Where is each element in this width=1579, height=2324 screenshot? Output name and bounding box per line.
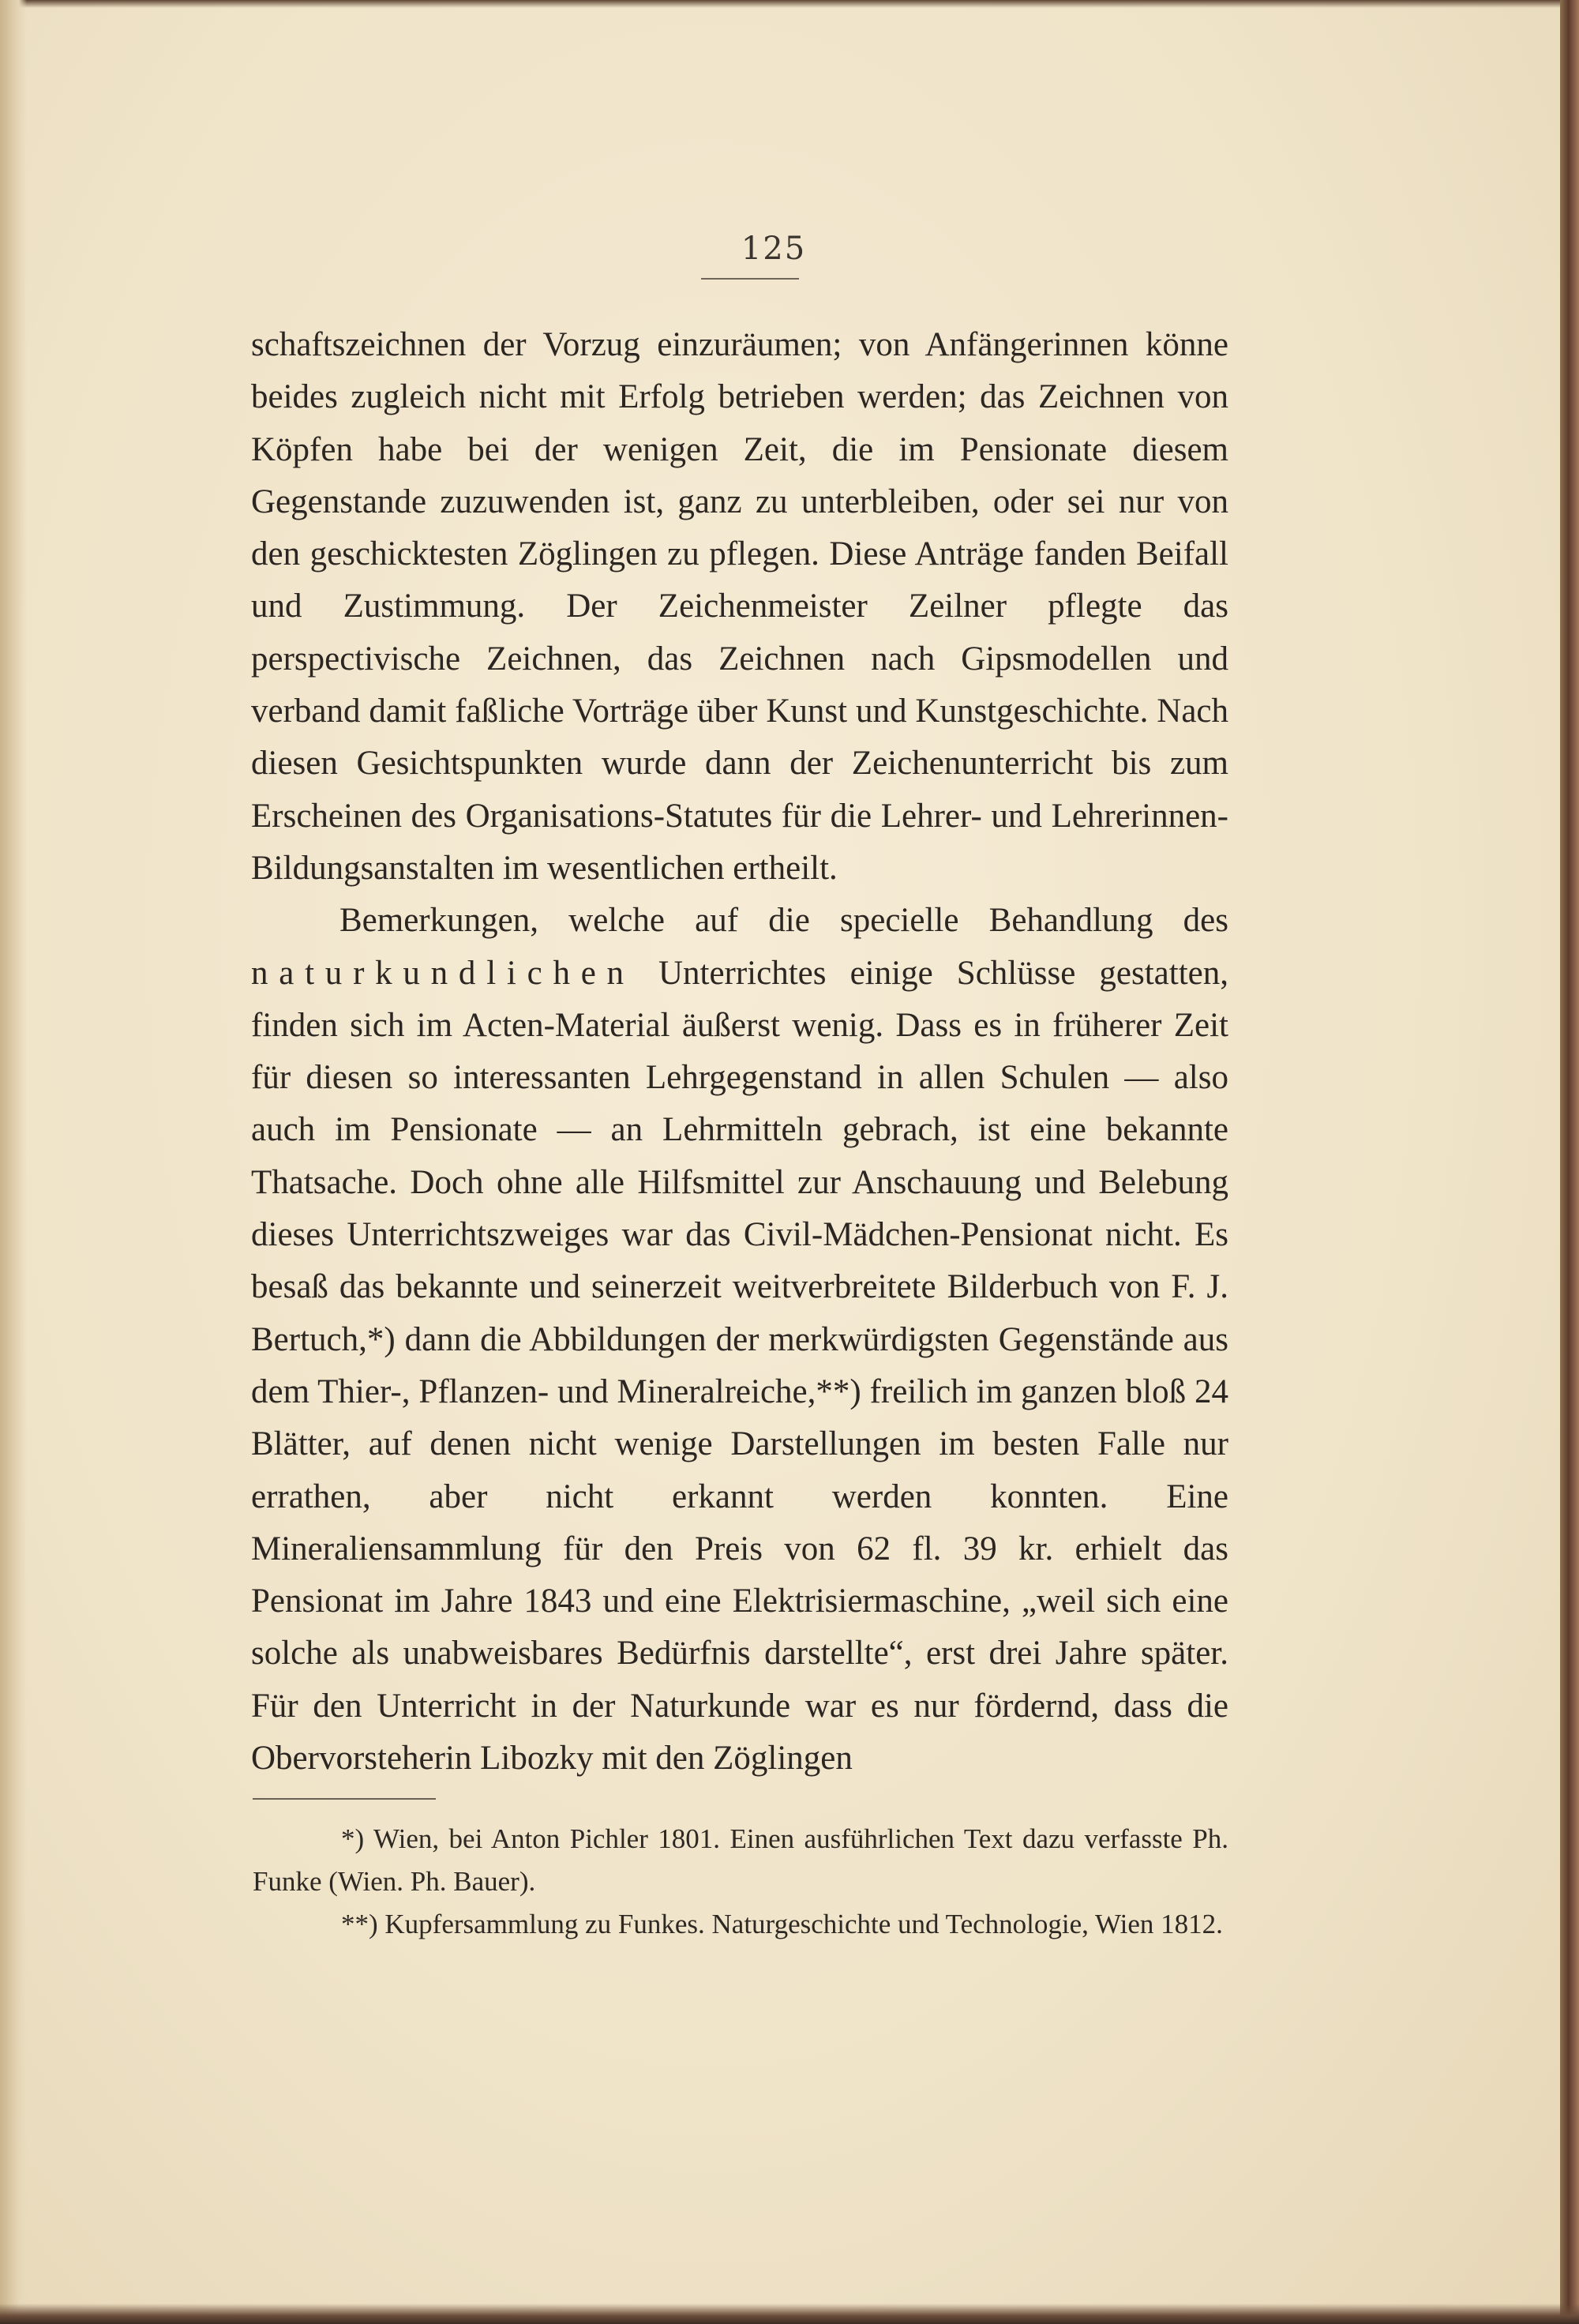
main-text bbox=[251, 319, 1228, 1785]
page-top-edge bbox=[0, 0, 1579, 8]
page-number-rule bbox=[701, 278, 799, 280]
paragraph-text: Bemerkungen, welche auf die specielle Behandlung des bbox=[339, 902, 1228, 940]
paragraph bbox=[251, 895, 1228, 1785]
footnote: *) Wien, bei Anton Pichler 1801. Einen ausführlichen Text dazu verfasste Ph. Funke (Wien. Ph. Bauer). bbox=[253, 1823, 1228, 1897]
footnotes bbox=[253, 1818, 1228, 1946]
footnote: **) Kupfersammlung zu Funkes. Naturgeschichte und Technologie, Wien 1812. bbox=[341, 1909, 1223, 1939]
book-cover-edge bbox=[1560, 0, 1579, 2324]
page-bottom-edge bbox=[0, 2303, 1579, 2324]
spaced-emphasis: naturkundlichen bbox=[251, 954, 635, 992]
paragraph: schaftszeichnen der Vorzug einzuräumen; von Anfängerinnen könne beides zugleich nicht mit Erfolg betrieben werden; das Zeichnen von Köpfen habe bei der wenigen Zeit, die im Pensionate diesem Gegenstande zuzuwenden ist, ganz zu unterbleiben, oder sei nur von den geschicktesten Zöglingen zu pflegen. Diese Anträge fanden Beifall und Zustimmung. Der Zeichenmeister Zeilner pflegte das perspectivische Zeichnen, das Zeichnen nach Gipsmodellen und verband damit faßliche Vorträge über Kunst und Kunstgeschichte. Nach diesen Gesichtspunkten wurde dann der Zeichenunterricht bis zum Erscheinen des Organisations-Statutes für die Lehrer- und Lehrerinnen-Bildungsanstalten im wesentlichen ertheilt. bbox=[251, 326, 1228, 887]
paragraph-text: Unterrichtes einige Schlüsse gestatten, finden sich im Acten-Material äußerst wenig. Dass es in früherer Zeit für diesen so interessanten Lehrgegenstand in allen Schulen — also auch im Pensionate — an Lehrmitteln gebrach, ist eine bekannte Thatsache. Doch ohne alle Hilfsmittel zur Anschauung und Belebung dieses Unterrichtszweiges war das Civil-Mädchen-Pensionat nicht. Es besaß das bekannte und seinerzeit weitverbreitete Bilderbuch von F. J. Bertuch,*) dann die Abbildungen der merkwürdigsten Gegenstände aus dem Thier-, Pflanzen- und Mineralreiche,**) freilich im ganzen bloß 24 Blätter, auf denen nicht wenige Darstellungen im besten Falle nur errathen, aber nicht erkannt werden konnten. Eine Mineraliensammlung für den Preis von 62 fl. 39 kr. erhielt das Pensionat im Jahre 1843 und eine Elektrisiermaschine, „weil sich eine solche als unabweisbares Bedürfnis darstellte“, erst drei Jahre später. Für den Unterricht in der Naturkunde war es nur fördernd, dass die Obervorsteherin Libozky mit den Zöglingen bbox=[251, 954, 1228, 1778]
page-binding-edge bbox=[0, 0, 27, 2324]
footnote-rule bbox=[253, 1798, 436, 1800]
page-number: 125 bbox=[741, 231, 807, 267]
